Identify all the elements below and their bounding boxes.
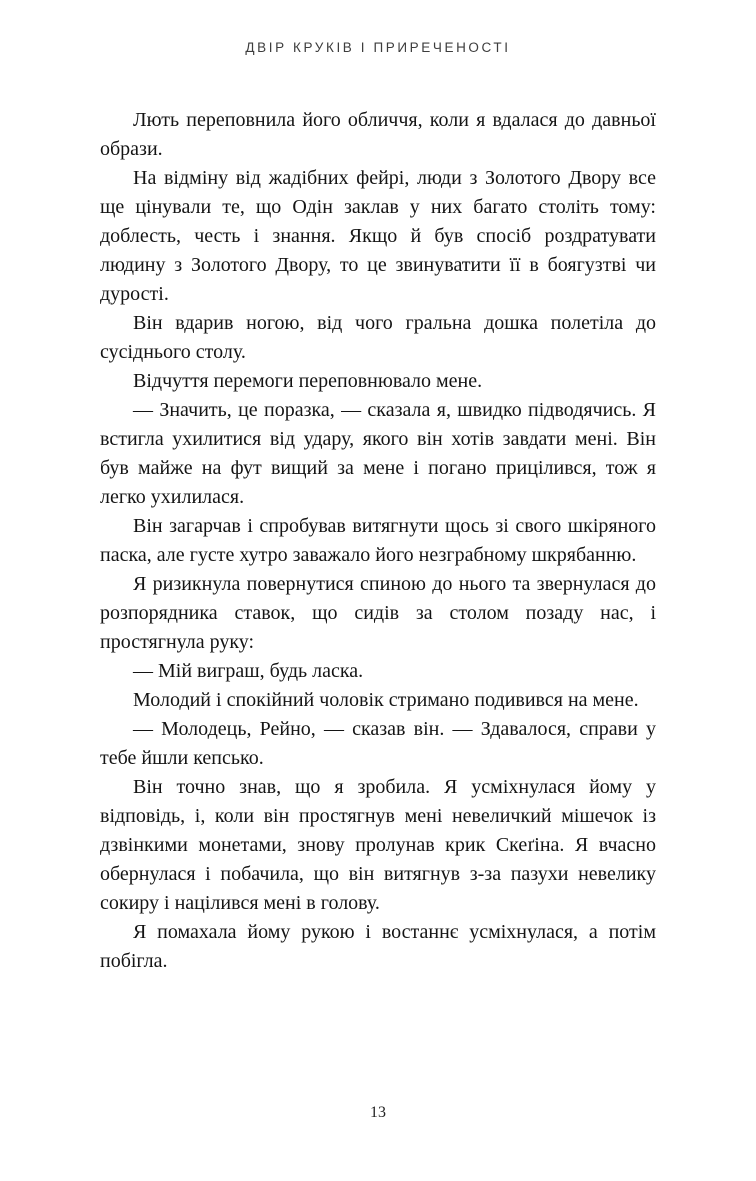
paragraph: — Значить, це поразка, — сказала я, швидко підводячись. Я встигла ухилитися від удару, якого він хотів завдати мені. Він був майже на фут вищий за мене і погано прицілився, тож я легко ухилилася. [100, 399, 656, 508]
paragraph: Я помахала йому рукою і востаннє усміхнулася, а потім побігла. [100, 921, 656, 972]
paragraph: Я ризикнула повернутися спиною до нього та звернулася до розпорядника ставок, що сидів за столом позаду нас, і простягнула руку: [100, 573, 656, 653]
paragraph: Відчуття перемоги переповнювало мене. [133, 370, 483, 392]
running-header: ДВІР КРУКІВ І ПРИРЕЧЕНОСТІ [245, 40, 511, 55]
paragraph: Він точно знав, що я зробила. Я усміхнулася йому у відповідь, і, коли він простягнув мені невеличкий мішечок із дзвінкими монетами, знову пролунав крик Скеґіна. Я вчасно обернулася і побачила, що він витягнув з-за пазухи невелику сокиру і націлився мені в голову. [100, 776, 656, 914]
paragraph: Він вдарив ногою, від чого гральна дошка полетіла до сусіднього столу. [100, 312, 656, 363]
paragraph: Лють переповнила його обличчя, коли я вдалася до давньої образи. [100, 109, 656, 160]
paragraph: Він загарчав і спробував витягнути щось зі свого шкіряного паска, але густе хутро заважало його незграбному шкрябанню. [100, 515, 656, 566]
paragraph: На відміну від жадібних фейрі, люди з Золотого Двору все ще цінували те, що Одін заклав у них багато століть тому: доблесть, честь і знання. Якщо й був спосіб роздратувати людину з Золотого Двору, то це звинуватити її в боягузтві чи дурості. [100, 167, 656, 305]
paragraph: — Мій виграш, будь ласка. [133, 660, 364, 682]
page-number: 13 [370, 1104, 386, 1121]
paragraph: — Молодець, Рейно, — сказав він. — Здавалося, справи у тебе йшли кепсько. [100, 718, 656, 769]
text-block [100, 106, 656, 976]
paragraph: Молодий і спокійний чоловік стримано подивився на мене. [133, 689, 639, 711]
